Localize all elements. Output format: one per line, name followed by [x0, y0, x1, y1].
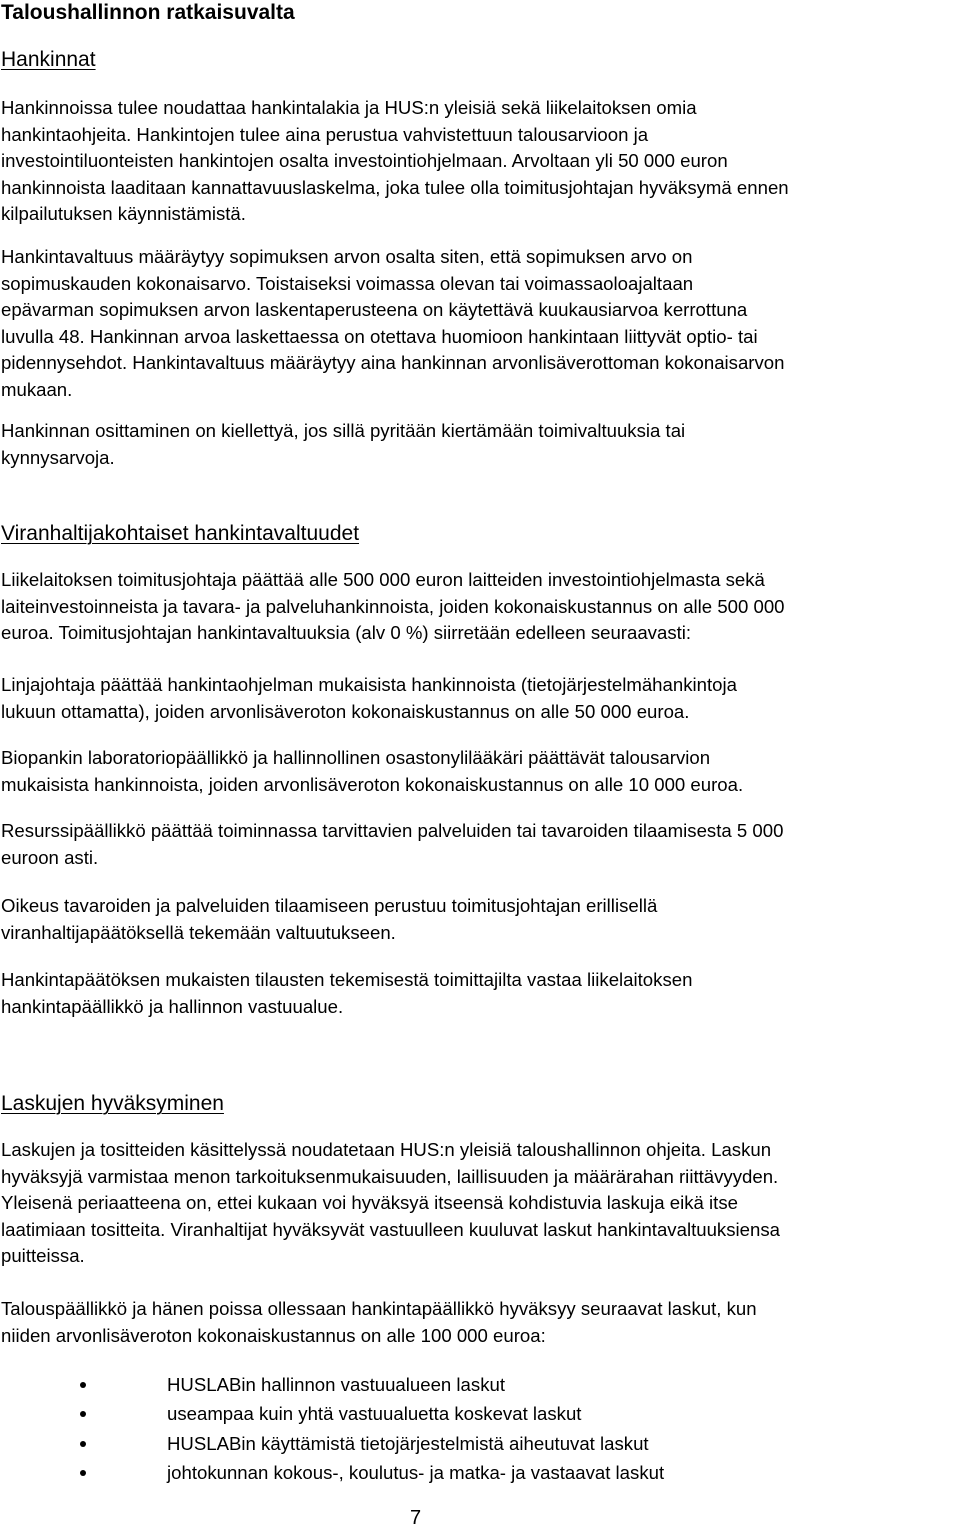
text-line: hankintapäällikkö ja hallinnon vastuualue. [1, 995, 344, 1017]
text-line: hyväksyjä varmistaa menon tarkoituksenmukaisuuden, laillisuuden ja määrärahan riittävyyden. [1, 1165, 779, 1187]
text-line: investointiluonteisten hankintojen osalta investointiohjelmaan. Arvoltaan yli 50 000 euron [1, 150, 728, 171]
text-line: pidennysehdot. Hankintavaltuus määräytyy aina hankinnan arvonlisäverottoman kokonaisarvon [1, 352, 785, 373]
paragraph-laskut-1 [1, 1137, 780, 1270]
paragraph-valtuudet-2 [1, 672, 737, 725]
text-line: puitteissa. [1, 1245, 85, 1266]
text-line: Yleisenä periaatteena on, ettei kukaan voi hyväksyä itseensä kohdistuvia laskuja eikä itse [1, 1192, 738, 1213]
heading-hankinnat: Hankinnat [1, 48, 96, 71]
paragraph-hankinnat-1 [1, 95, 789, 228]
text-line: mukaisista hankinnoista, joiden arvonlisäveroton kokonaiskustannus on alle 10 000 euroa. [1, 773, 744, 795]
bullet-icon [80, 1441, 86, 1447]
text-line: Laskujen ja tositteiden käsittelyssä noudatetaan HUS:n yleisiä taloushallinnon ohjeita. Laskun [1, 1139, 772, 1160]
paragraph-laskut-2 [1, 1296, 757, 1349]
text-line: sopimuskauden kokonaisarvo. Toistaiseksi voimassa olevan tai voimassaoloajaltaan [1, 272, 694, 294]
text-line: Hankintapäätöksen mukaisten tilausten tekemisestä toimittajilta vastaa liikelaitoksen [1, 969, 693, 990]
text-line: Linjajohtaja päättää hankintaohjelman mukaisista hankinnoista (tietojärjestelmähankintoja [1, 674, 737, 695]
paragraph-valtuudet-4 [1, 818, 783, 871]
text-line: Hankinnan osittaminen on kiellettyä, jos sillä pyritään kiertämään toimivaltuuksia tai [1, 420, 686, 441]
heading-laskujen-hyvaksyminen: Laskujen hyväksyminen [1, 1092, 224, 1115]
text-line: euroa. Toimitusjohtajan hankintavaltuuksia (alv 0 %) siirretään edelleen seuraavasti: [1, 622, 692, 643]
text-line: euroon asti. [1, 846, 99, 868]
text-line: luvulla 48. Hankinnan arvoa laskettaessa on otettava huomioon hankintaan liittyvät optio- tai [1, 325, 758, 347]
text-line: viranhaltijapäätöksellä tekemään valtuutukseen. [1, 921, 396, 943]
paragraph-hankinnat-2 [1, 244, 784, 403]
list-item-text: HUSLABin käyttämistä tietojärjestelmistä aiheutuvat laskut [167, 1432, 649, 1454]
text-line: Oikeus tavaroiden ja palveluiden tilaamiseen perustuu toimitusjohtajan erillisellä [1, 895, 658, 916]
text-line: lukuun ottamatta), joiden arvonlisäveroton kokonaiskustannus on alle 50 000 euroa. [1, 700, 690, 722]
text-line: hankinnoista laaditaan kannattavuuslaskelma, joka tulee olla toimitusjohtajan hyväksymä ennen [1, 176, 789, 198]
list-item-text: useampaa kuin yhtä vastuualuetta koskevat laskut [167, 1403, 582, 1425]
bullet-icon [80, 1470, 86, 1476]
text-line: Biopankin laboratoriopäällikkö ja hallinnollinen osastonylilääkäri päättävät talousarvion [1, 747, 711, 768]
document-title: Taloushallinnon ratkaisuvalta [1, 1, 295, 24]
bullet-icon [80, 1382, 86, 1388]
paragraph-hankinnat-3 [1, 418, 685, 471]
paragraph-valtuudet-6 [1, 967, 692, 1020]
paragraph-valtuudet-3 [1, 745, 743, 798]
text-line: Liikelaitoksen toimitusjohtaja päättää alle 500 000 euron laitteiden investointiohjelmasta sekä [1, 569, 765, 590]
text-line: Hankinnoissa tulee noudattaa hankintalakia ja HUS:n yleisiä sekä liikelaitoksen omia [1, 97, 697, 118]
text-line: kynnysarvoja. [1, 446, 115, 468]
list-item-text: HUSLABin hallinnon vastuualueen laskut [167, 1374, 506, 1395]
text-line: laiteinvestoinneista ja tavara- ja palveluhankinnoista, joiden kokonaiskustannus on alle 500 000 [1, 595, 785, 617]
text-line: epävarman sopimuksen arvon laskentaperusteena on käytettävä kuukausiarvoa kerrottuna [1, 299, 748, 320]
paragraph-valtuudet-5 [1, 893, 657, 946]
heading-hankintavaltuudet: Viranhaltijakohtaiset hankintavaltuudet [1, 522, 360, 545]
text-line: Talouspäällikkö ja hänen poissa ollessaan hankintapäällikkö hyväksyy seuraavat laskut, kun [1, 1298, 757, 1319]
list-item-text: johtokunnan kokous-, koulutus- ja matka- ja vastaavat laskut [167, 1461, 665, 1483]
text-line: Resurssipäällikkö päättää toiminnassa tarvittavien palveluiden tai tavaroiden tilaamisesta 5 000 [1, 820, 784, 841]
text-line: kilpailutuksen käynnistämistä. [1, 203, 246, 224]
text-line: laatimiaan tositteita. Viranhaltijat hyväksyvät vastuulleen kuuluvat laskut hankintavaltuuksiensa [1, 1218, 780, 1240]
text-line: Hankintavaltuus määräytyy sopimuksen arvon osalta siten, että sopimuksen arvo on [1, 246, 693, 267]
text-line: mukaan. [1, 378, 73, 400]
bullet-icon [80, 1411, 86, 1417]
paragraph-valtuudet-1 [1, 567, 785, 647]
text-line: niiden arvonlisäveroton kokonaiskustannus on alle 100 000 euroa: [1, 1324, 546, 1346]
page-number: 7 [410, 1507, 422, 1529]
text-line: hankintaohjeita. Hankintojen tulee aina perustua vahvistettuun talousarvioon ja [1, 123, 649, 145]
